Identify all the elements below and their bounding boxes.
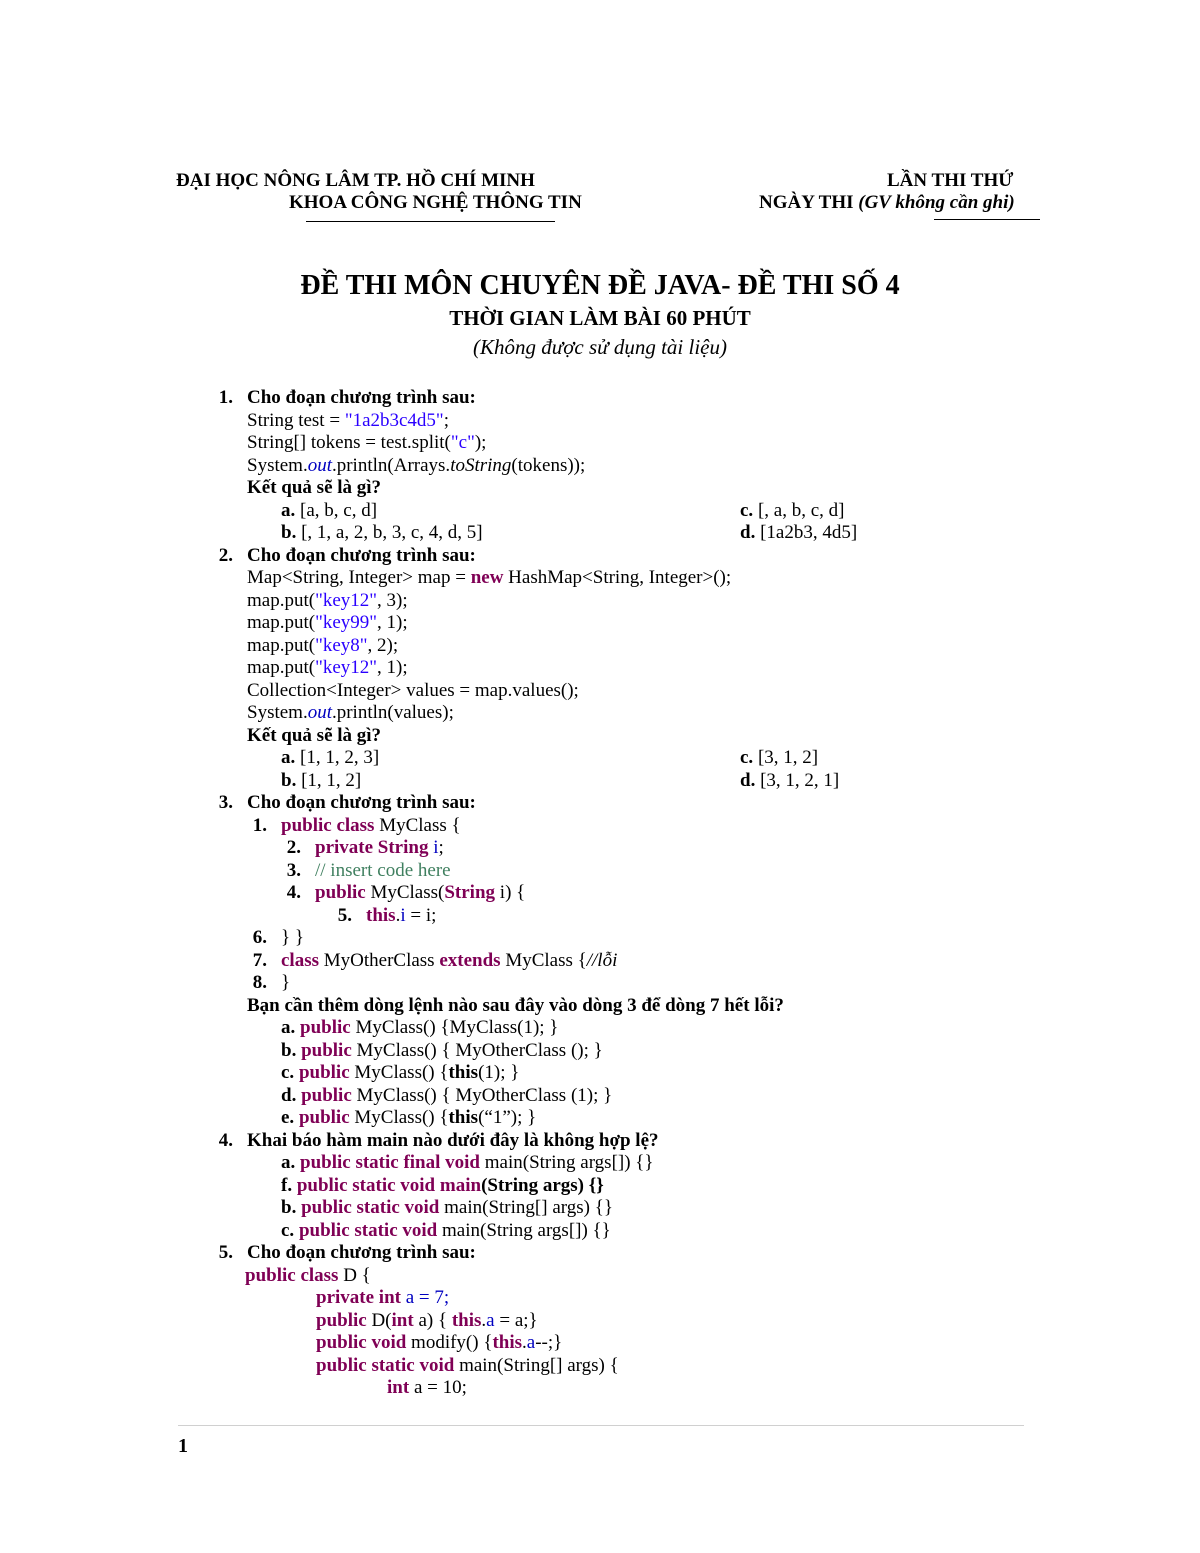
- text-run: a.: [281, 499, 296, 521]
- text-run: class: [281, 949, 319, 971]
- line-number: 1.: [252, 814, 267, 836]
- text-run: main(String args[]) {}: [437, 1219, 611, 1241]
- text-run: d.: [740, 769, 756, 791]
- text-run: Cho đoạn chương trình sau:: [247, 792, 476, 813]
- text-run: b.: [281, 769, 297, 791]
- exam-line: [281, 522, 483, 544]
- text-run: e.: [281, 1107, 295, 1128]
- text-run: a = 10;: [409, 1377, 467, 1398]
- text-run: public class: [281, 814, 375, 836]
- exam-line: [247, 387, 476, 409]
- text-run: .: [395, 904, 401, 926]
- text-run: this: [448, 1062, 479, 1083]
- text-run: Kết quả sẽ là gì?: [247, 477, 382, 498]
- text-run: MyClass() {: [349, 1107, 449, 1128]
- exam-line: [316, 1355, 619, 1377]
- text-run: String: [444, 882, 496, 903]
- text-run: [, a, b, c, d]: [753, 499, 845, 521]
- line-number: 4.: [286, 882, 301, 903]
- exam-date: [759, 192, 1015, 214]
- text-run: c.: [281, 1219, 295, 1241]
- exam-line: [281, 1062, 519, 1084]
- exam-line: [281, 1085, 612, 1107]
- text-run: a.: [281, 1017, 296, 1038]
- faculty-name: KHOA CÔNG NGHỆ THÔNG TIN: [289, 192, 582, 213]
- text-run: --;}: [535, 1332, 563, 1353]
- text-run: //lỗi: [586, 949, 618, 971]
- text-run: Cho đoạn chương trình sau:: [247, 1242, 476, 1263]
- text-run: [, 1, a, 2, b, 3, c, 4, d, 5]: [296, 522, 483, 543]
- text-run: , 1);: [377, 657, 408, 678]
- text-run: MyClass(: [365, 882, 445, 903]
- text-run: int: [387, 1377, 410, 1398]
- text-run: map.put(: [247, 612, 316, 633]
- text-run: = a;}: [494, 1309, 538, 1331]
- line-number: 1.: [218, 387, 233, 408]
- text-run: .println(Arrays.: [331, 454, 451, 476]
- text-run: c.: [740, 747, 754, 768]
- exam-line: [281, 815, 461, 837]
- text-run: = i;: [405, 904, 437, 926]
- text-run: main(String[] args) {: [454, 1354, 619, 1376]
- text-run: d.: [281, 1084, 297, 1106]
- text-run: (String args) {}: [481, 1174, 604, 1196]
- text-run: MyOtherClass: [319, 949, 440, 971]
- text-run: MyClass() { MyOtherClass (1); }: [351, 1084, 613, 1106]
- answer-option-right: [740, 770, 839, 792]
- text-run: out: [307, 702, 332, 723]
- exam-line: [247, 702, 454, 724]
- exam-line: [247, 410, 449, 432]
- exam-line: [316, 1310, 538, 1332]
- text-run: new: [470, 567, 504, 588]
- faculty-underline: [306, 221, 555, 222]
- exam-line: [247, 545, 476, 567]
- exam-line: [247, 725, 381, 747]
- exam-line: [315, 882, 525, 904]
- text-run: this: [492, 1332, 523, 1353]
- text-run: public: [315, 882, 366, 903]
- text-run: public static final void: [300, 1152, 480, 1173]
- text-run: "key12": [315, 589, 378, 611]
- text-run: .: [522, 1332, 527, 1353]
- text-run: [3, 1, 2, 1]: [755, 769, 840, 791]
- text-run: , 3);: [377, 589, 408, 611]
- text-run: String test =: [247, 409, 345, 431]
- text-run: toString: [450, 454, 512, 476]
- text-run: private int: [316, 1287, 401, 1308]
- exam-line: [366, 905, 436, 927]
- text-run: "key8": [315, 634, 368, 656]
- text-run: public static void: [298, 1219, 438, 1241]
- text-run: a: [526, 1332, 536, 1353]
- exam-line: [281, 950, 617, 972]
- text-run: .: [481, 1309, 487, 1331]
- text-run: public: [298, 1062, 350, 1083]
- text-run: public class: [245, 1264, 339, 1286]
- text-run: modify() {: [406, 1332, 493, 1353]
- text-run: public static void main: [296, 1174, 482, 1196]
- text-run: b.: [281, 522, 297, 543]
- line-number: 6.: [252, 927, 267, 948]
- text-run: "key99": [315, 612, 378, 633]
- text-run: public: [301, 1084, 352, 1106]
- line-number: 3.: [286, 859, 301, 881]
- text-run: , 1);: [377, 612, 408, 633]
- text-run: public: [316, 1309, 367, 1331]
- exam-line: [316, 1287, 449, 1309]
- text-run: [1, 1, 2, 3]: [295, 747, 380, 768]
- text-run: Kết quả sẽ là gì?: [247, 724, 382, 746]
- exam-line: [315, 860, 451, 882]
- exam-date-label: NGÀY THI: [759, 192, 859, 213]
- exam-line: [247, 680, 579, 702]
- text-run: (tokens));: [511, 454, 586, 476]
- text-run: MyClass() { MyOtherClass (); }: [351, 1039, 603, 1061]
- exam-duration: THỜI GIAN LÀM BÀI 60 PHÚT: [449, 306, 751, 330]
- text-run: Khai báo hàm main nào dưới đây là không hợp lệ?: [247, 1129, 659, 1151]
- exam-line: [247, 1242, 476, 1264]
- text-run: System.: [247, 454, 308, 476]
- line-number: 5.: [337, 904, 352, 926]
- text-run: private String: [315, 837, 429, 858]
- text-run: i: [400, 904, 406, 926]
- text-run: public: [298, 1107, 350, 1128]
- exam-line: [281, 1107, 536, 1129]
- text-run: MyClass() {MyClass(1); }: [350, 1017, 559, 1038]
- text-run: Map<String, Integer> map =: [247, 567, 471, 588]
- exam-line: [247, 455, 585, 477]
- text-run: HashMap<String, Integer>();: [503, 567, 732, 588]
- page-number: 1: [178, 1435, 188, 1457]
- text-run: D {: [338, 1264, 371, 1286]
- text-run: public void: [316, 1332, 407, 1353]
- exam-title: ĐỀ THI MÔN CHUYÊN ĐỀ JAVA- ĐỀ THI SỐ 4: [300, 270, 900, 301]
- text-run: a: [405, 1287, 415, 1308]
- text-run: public: [301, 1039, 352, 1061]
- exam-line: [247, 612, 408, 634]
- university-name: ĐẠI HỌC NÔNG LÂM TP. HỒ CHÍ MINH: [176, 170, 535, 191]
- line-number: 2.: [218, 544, 233, 566]
- text-run: this: [366, 904, 396, 926]
- text-run: ;: [438, 837, 444, 858]
- text-run: [1, 1, 2]: [296, 769, 362, 791]
- text-run: i) {: [495, 882, 526, 903]
- exam-line: [281, 747, 379, 769]
- exam-line: [247, 635, 398, 657]
- text-run: );: [474, 432, 487, 453]
- text-run: = 7;: [414, 1287, 450, 1308]
- text-run: Cho đoạn chương trình sau:: [247, 387, 476, 408]
- text-run: b.: [281, 1039, 297, 1061]
- exam-date-note: (GV không cần ghi): [858, 192, 1015, 213]
- line-number: 5.: [218, 1242, 233, 1263]
- line-number: 4.: [218, 1129, 233, 1151]
- exam-date-underline: [934, 219, 1040, 220]
- text-run: i: [433, 837, 439, 858]
- text-run: MyClass {: [500, 949, 587, 971]
- exam-line: [247, 432, 486, 454]
- text-run: a) {: [413, 1309, 452, 1331]
- text-run: main(String[] args) {}: [439, 1197, 613, 1218]
- exam-line: [247, 567, 731, 589]
- text-run: public static void: [301, 1197, 440, 1218]
- text-run: map.put(: [247, 657, 316, 678]
- text-run: MyClass() {: [349, 1062, 449, 1083]
- text-run: a: [486, 1309, 495, 1331]
- answer-option-right: [740, 500, 844, 522]
- text-run: a.: [281, 1152, 296, 1173]
- exam-line: [247, 995, 784, 1017]
- text-run: int: [391, 1309, 414, 1331]
- text-run: c.: [281, 1062, 295, 1083]
- exam-line: [281, 770, 361, 792]
- text-run: map.put(: [247, 634, 316, 656]
- text-run: } }: [281, 927, 304, 948]
- text-run: [a, b, c, d]: [295, 499, 378, 521]
- text-run: ;: [443, 409, 449, 431]
- exam-line: [247, 477, 381, 499]
- exam-line: [281, 972, 290, 994]
- text-run: "key12": [315, 657, 378, 678]
- text-run: d.: [740, 522, 756, 543]
- exam-line: [281, 1220, 611, 1242]
- text-run: [3, 1, 2]: [753, 747, 819, 768]
- text-run: (“1”); }: [478, 1107, 537, 1128]
- exam-line: [245, 1265, 371, 1287]
- text-run: MyClass {: [374, 814, 461, 836]
- text-run: map.put(: [247, 589, 316, 611]
- exam-line: [315, 837, 444, 859]
- text-run: // insert code here: [315, 859, 451, 881]
- line-number: 8.: [252, 972, 267, 993]
- answer-option-right: [740, 522, 857, 544]
- text-run: Cho đoạn chương trình sau:: [247, 544, 476, 566]
- exam-line: [247, 1130, 659, 1152]
- text-run: String[] tokens = test.split(: [247, 432, 451, 453]
- text-run: "1a2b3c4d5": [344, 409, 444, 431]
- text-run: f.: [281, 1174, 293, 1196]
- text-run: this: [451, 1309, 482, 1331]
- text-run: (1); }: [478, 1062, 520, 1083]
- text-run: main(String args[]) {}: [480, 1152, 654, 1173]
- exam-line: [281, 927, 304, 949]
- exam-line: [281, 1152, 654, 1174]
- text-run: }: [281, 972, 291, 993]
- line-number: 7.: [252, 949, 267, 971]
- exam-line: [316, 1332, 562, 1354]
- attempt-label: LẦN THI THỨ: [887, 170, 1014, 191]
- text-run: Bạn cần thêm dòng lệnh nào sau đây vào dòng 3 để dòng 7 hết lỗi?: [247, 994, 784, 1016]
- line-number: 3.: [218, 792, 233, 813]
- text-run: out: [307, 454, 332, 476]
- text-run: public: [300, 1017, 351, 1038]
- text-run: Collection<Integer> values = map.values();: [247, 679, 579, 701]
- exam-line: [247, 657, 408, 679]
- exam-line: [247, 792, 476, 814]
- text-run: public static void: [316, 1354, 455, 1376]
- exam-line: [281, 1175, 604, 1197]
- text-run: b.: [281, 1197, 297, 1218]
- exam-line: [281, 1017, 558, 1039]
- text-run: c.: [740, 499, 754, 521]
- footer-divider: [178, 1425, 1024, 1426]
- text-run: System.: [247, 702, 308, 723]
- answer-option-right: [740, 747, 818, 769]
- exam-line: [281, 1040, 603, 1062]
- exam-line: [281, 500, 377, 522]
- text-run: "c": [450, 432, 475, 453]
- text-run: a.: [281, 747, 296, 768]
- exam-line: [281, 1197, 613, 1219]
- text-run: , 2);: [367, 634, 399, 656]
- exam-line: [387, 1377, 467, 1399]
- text-run: this: [448, 1107, 479, 1128]
- text-run: .println(values);: [331, 702, 454, 723]
- exam-note: (Không được sử dụng tài liệu): [472, 335, 727, 359]
- exam-line: [247, 590, 408, 612]
- text-run: D(: [366, 1309, 392, 1331]
- text-run: extends: [439, 949, 501, 971]
- text-run: [1a2b3, 4d5]: [755, 522, 858, 543]
- line-number: 2.: [286, 837, 301, 858]
